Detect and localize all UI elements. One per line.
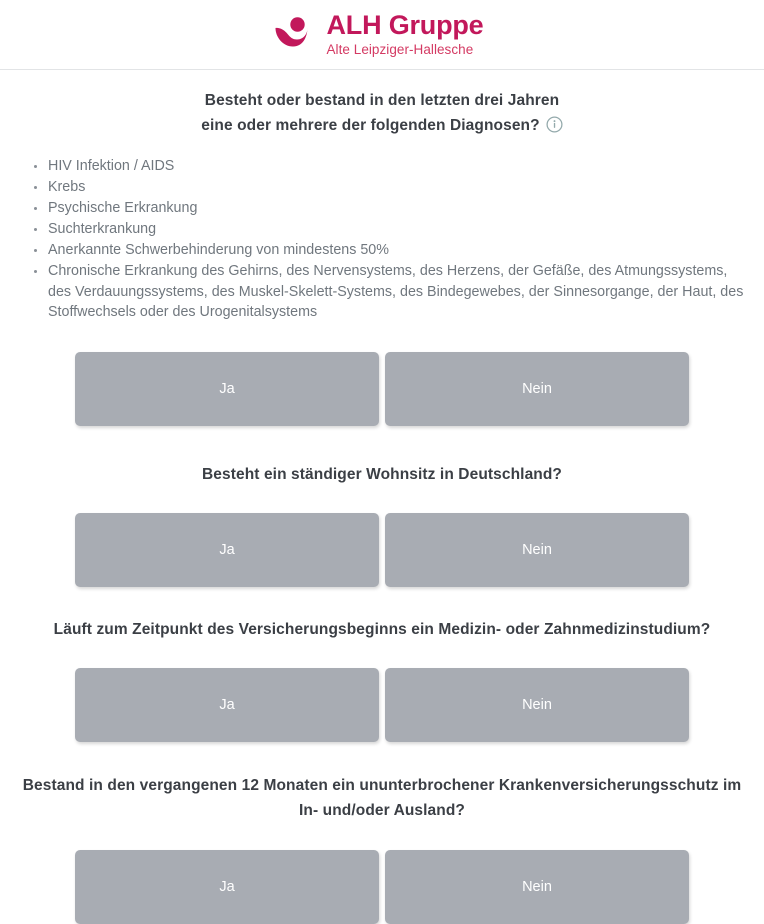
list-item: HIV Infektion / AIDS — [32, 156, 750, 177]
question-block-studium — [14, 617, 750, 742]
question-block-vorversicherung — [14, 773, 750, 924]
question-title-line1: Bestand in den vergangenen 12 Monaten ein ununterbrochener Krankenversicherungsschutz im — [22, 776, 742, 794]
list-item: Suchterkrankung — [32, 219, 750, 240]
answer-yes-button-vorversicherung[interactable]: Ja — [75, 850, 379, 924]
answer-buttons-vorversicherung — [14, 850, 750, 924]
alh-figure-logo-icon — [273, 15, 317, 55]
questionnaire — [0, 88, 764, 924]
info-icon-wrapper[interactable] — [546, 116, 563, 141]
list-item: Chronische Erkrankung des Gehirns, des Nervensystems, des Herzens, der Gefäße, des Atmungssystems, des Verdauungssystems, des Muskel-Skelett-Systems, des Bindegewebes, der Sinnesorgange, der Haut, des Stoffwechsels oder des Urogenitalsystems — [32, 261, 750, 323]
answer-yes-button-wohnsitz[interactable]: Ja — [75, 513, 379, 587]
diagnosis-list — [14, 156, 750, 323]
answer-yes-button-studium[interactable]: Ja — [75, 668, 379, 742]
answer-no-button-studium[interactable]: Nein — [385, 668, 689, 742]
question-block-diagnosen — [14, 88, 750, 426]
list-item: Krebs — [32, 177, 750, 198]
question-block-wohnsitz — [14, 462, 750, 587]
info-circle-icon[interactable] — [546, 116, 563, 133]
question-title-line2: In- und/oder Ausland? — [299, 801, 465, 819]
brand-subtitle: Alte Leipziger-Hallesche — [326, 42, 474, 58]
list-item: Anerkannte Schwerbehinderung von mindestens 50% — [32, 240, 750, 261]
answer-buttons-wohnsitz — [14, 513, 750, 587]
answer-yes-button-diagnosen[interactable]: Ja — [75, 352, 379, 426]
question-title-diagnosen — [14, 88, 750, 141]
list-item: Psychische Erkrankung — [32, 198, 750, 219]
answer-no-button-diagnosen[interactable]: Nein — [385, 352, 689, 426]
answer-buttons-studium — [14, 668, 750, 742]
question-title-line1: Besteht oder bestand in den letzten drei Jahren — [204, 92, 560, 109]
question-title-studium: Läuft zum Zeitpunkt des Versicherungsbeginns ein Medizin- oder Zahnmedizinstudium? — [53, 620, 711, 638]
answer-no-button-vorversicherung[interactable]: Nein — [385, 850, 689, 924]
brand-logo[interactable] — [273, 12, 484, 57]
site-header — [0, 0, 764, 70]
question-title-line2: eine oder mehrere der folgenden Diagnosen? — [201, 117, 540, 134]
brand-name: ALH Gruppe — [326, 10, 484, 41]
answer-no-button-wohnsitz[interactable]: Nein — [385, 513, 689, 587]
question-title-wohnsitz: Besteht ein ständiger Wohnsitz in Deutschland? — [202, 465, 562, 483]
question-title-vorversicherung — [14, 773, 750, 823]
answer-buttons-diagnosen — [14, 352, 750, 426]
